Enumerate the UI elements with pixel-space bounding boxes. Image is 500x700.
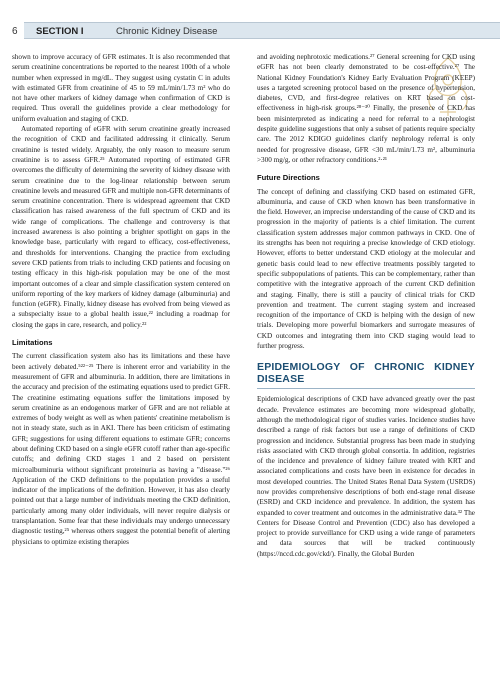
epidemiology-heading: EPIDEMIOLOGY OF CHRONIC KIDNEY DISEASE	[257, 361, 475, 389]
body-paragraph: The current classification system also has its limitations and these have been actively debated.⁵²²⁻²⁵ There is inherent error and variability in the measurement of GFR and albuminuria. In addition, there are limitations in the accuracy and precision of the estimating equations used to predict GFR. The creatinine estimating equations suffer the limitations imposed by serum creatinine as an endogenous marker of GFR and are not reliable at extremes of body weight as well as when patients' creatinine metabolism is not in steady state, such as in AKI. There has been criticism of estimating GFR; suggestions for using different equations to estimate GFR; concerns about defining CKD based on a single eGFR cutoff rather than age-specific cutoffs; and defining CKD stages 1 and 2 based on persistent microalbuminuria without significant proteinuria as having a "disease."²⁶ Application of the CKD definitions to the population provides a useful indicator of the implications of the definition. However, it has also clearly pointed out that a large number of individuals meeting the CKD definition, particularly among many older individuals, will never require dialysis or transplantation. Some fear that these individuals may undergo unnecessary diagnostic testing,²⁵ whereas others suggest the potential benefit of alerting physicians to optimize existing therapies	[12, 352, 230, 546]
body-paragraph: shown to improve accuracy of GFR estimates. It is also recommended that serum creatinine concentrations be reported to the nearest 100th of a whole number when expressed in mg/dL. They suggest using cystatin C in adults with estimated GFR from creatinine of 45 to 59 mL/min/1.73 m² who do not have other markers of kidney damage when confirmation of CKD is required. Thus overall the guidelines provide a clear methodology for uniform evaluation and staging of CKD.	[12, 53, 230, 123]
section-label: SECTION I	[36, 26, 84, 37]
body-paragraph: The concept of defining and classifying CKD based on estimated GFR, albuminuria, and cause of CKD when known has been transformative in the field. However, an imprecise understanding of the cause of CKD and its progression in the majority of patients is a chief limitation. The current classification system addresses major common pathways in CKD. One of its strengths has been not requiring a precise knowledge of CKD etiology. However, efforts to better understand CKD etiology at the molecular and genetic basis could lead to new effective treatments possibly targeted to specific subpopulations of patients. This can be complementary, rather than competitive with the integrative approach of the current CKD definition and staging. Finally, there is still a paucity of clinical trials for CKD prevention and treatment. The current staging system and increased recognition of the importance of CKD is helping with the design of new trials. Developing more powerful biomarkers and surrogate measures of CKD outcomes and integrating them into CKD staging would lead to further progress.	[257, 187, 475, 351]
running-header	[0, 22, 500, 42]
right-column	[257, 52, 475, 692]
page-number: 6	[12, 26, 18, 37]
body-paragraph: Epidemiological descriptions of CKD have advanced greatly over the past decade. Prevalence estimates are becoming more widespread globally, although the methodological rigor of studies varies. Incidence studies have described a range of risk factors but use a range of definitions of CKD progression and incidence. Substantial progress has been made in studying risks associated with CKD through global consortia. In addition, registries of the incidence and prevalence of kidney failure treated with KRT and associated complications and costs have been in existence for decades in most developed countries. The United States Renal Data System (USRDS) now provides comprehensive descriptions of both end-stage renal disease (ESRD) and CKD incidence and prevalence. In addition, the system has expanded to cover treatment and outcomes in the administrative data.³² The Centers for Disease Control and Prevention (CDC) also has developed a project to provide surveillance for CKD using a wide range of parameters and data sources that will be tracked continuously (https://nccd.cdc.gov/ckd/). Finally, the Global Burden	[257, 395, 475, 558]
limitations-heading: Limitations	[12, 338, 53, 348]
section-band	[24, 22, 500, 39]
chapter-title: Chronic Kidney Disease	[116, 26, 218, 37]
body-paragraph: Automated reporting of eGFR with serum creatinine greatly increased the recognition of CKD and facilitated addressing it clinically. Serum creatinine is tested widely. Arguably, the only reason to measure serum creatinine is to assess GFR.²⁵ Automated reporting of estimated GFR overcomes the difficulty of determining the severity of kidney disease with serum creatinine due to the log-linear relationship between serum creatinine levels and measured GFR and multiple non-GFR determinants of serum creatinine concentration. There is widespread agreement that CKD classification has raised awareness of the full spectrum of CKD and its wide range of complications. The challenge and controversy is that increased awareness is also pointing a brighter spotlight on gaps in the knowledge base, particularly with regard to efficacy, cost-effectiveness, and thresholds for interventions. Changing the practice from excluding severe CKD patients from trials to including CKD patients and focusing on testing efficacy in this high-risk population may be one of the most important outcomes of a clear and simple classification system centered on uniform reporting of the key markers of kidney damage (albuminuria) and function (eGFR). Finally, kidney disease has evolved from being viewed as a subspecialty issue to a global health issue,²² including a roadmap for closing the gaps in care, research, and policy.²²	[12, 125, 230, 329]
body-paragraph: and avoiding nephrotoxic medications.²⁷ General screening for CKD using eGFR has not been clearly demonstrated to be cost-effective.²⁷ The National Kidney Foundation's Kidney Early Evaluation Program (KEEP) uses a targeted screening protocol based on the presence of hypertension, diabetes, CVD, and first-degree relatives on KRT based on cost-effectiveness in high-risk groups.²⁸⁻³⁰ Finally, the presence of CKD has been misinterpreted as indicating a need for referral to a nephrologist despite guideline suggestions that only a subset of patients require specialty care. The 2012 KDIGO guidelines clarify nephrology referral is only needed for progressive disease, GFR <30 mL/min/1.73 m², albuminuria >300 mg/g, or other refractory conditions.²·²¹	[257, 53, 475, 164]
future-directions-heading: Future Directions	[257, 173, 320, 183]
left-column	[12, 52, 230, 692]
